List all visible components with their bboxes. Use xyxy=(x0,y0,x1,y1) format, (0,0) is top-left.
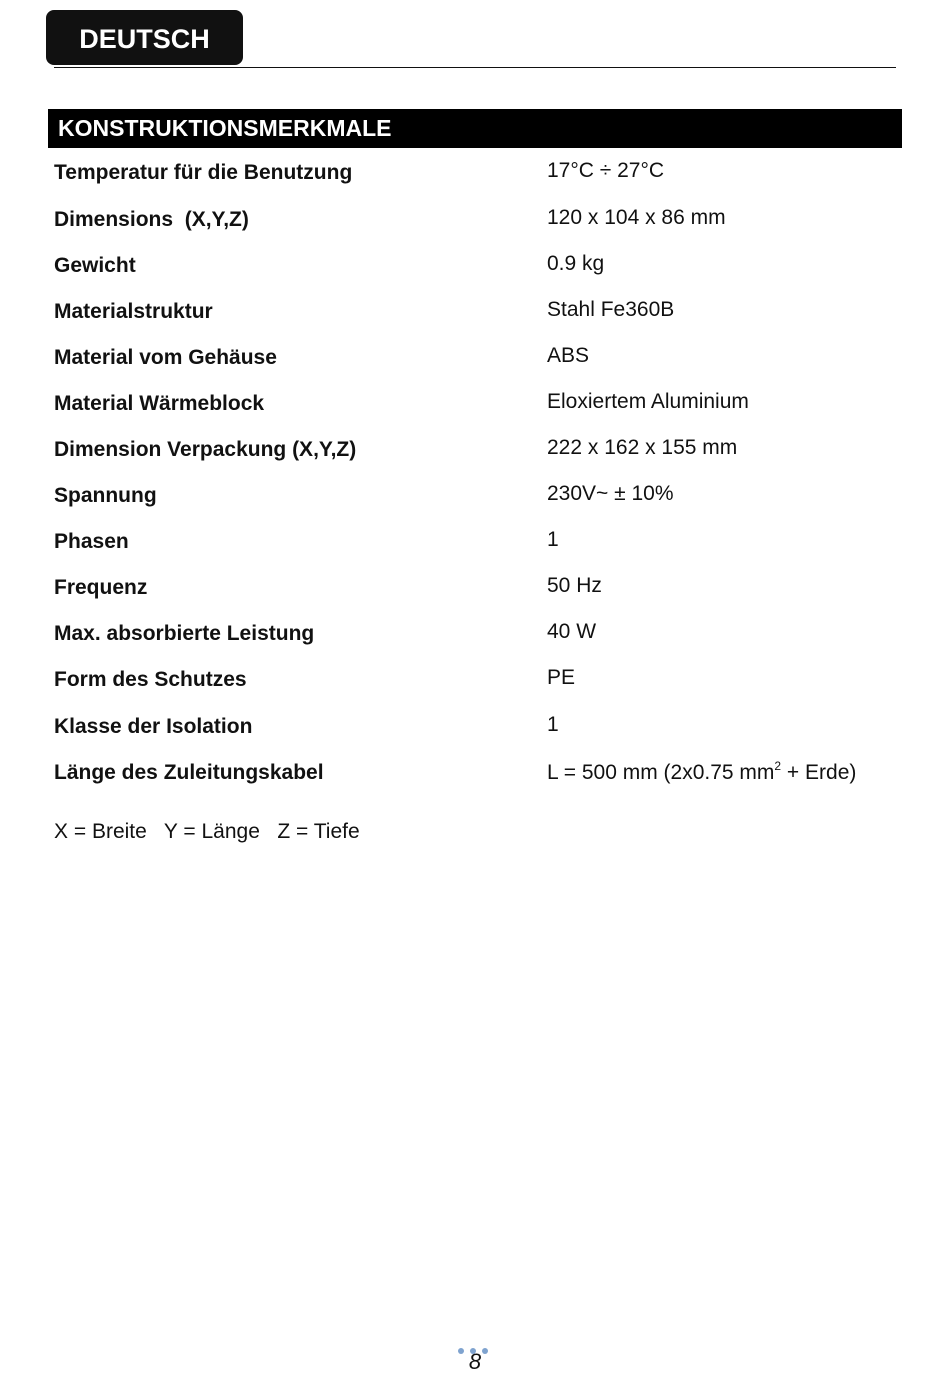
page-dots-ornament xyxy=(458,1341,494,1349)
spec-value: 120 x 104 x 86 mm xyxy=(547,206,726,229)
spec-value-superscript: 2 xyxy=(774,759,782,773)
axis-legend: X = Breite Y = Länge Z = Tiefe xyxy=(54,820,360,843)
spec-row-phases xyxy=(0,530,950,570)
spec-value: 0.9 kg xyxy=(547,252,605,275)
spec-row-housing-material xyxy=(0,346,950,386)
spec-label: Max. absorbierte Leistung xyxy=(54,622,315,645)
spec-value-tail: + Erde) xyxy=(781,761,857,784)
spec-label: Dimensions (X,Y,Z) xyxy=(54,208,249,231)
spec-value: 50 Hz xyxy=(547,574,602,597)
spec-value: ABS xyxy=(547,344,590,367)
spec-value: 17°C ÷ 27°C xyxy=(547,159,665,182)
header-divider xyxy=(54,67,896,68)
spec-value-main: L = 500 mm (2x0.75 mm xyxy=(547,761,775,784)
spec-row-protection-form xyxy=(0,668,950,708)
spec-value: 230V~ ± 10% xyxy=(547,482,674,505)
spec-row-frequency xyxy=(0,576,950,616)
spec-row-dimensions xyxy=(0,208,950,248)
spec-label: Dimension Verpackung (X,Y,Z) xyxy=(54,438,357,461)
spec-row-insulation-class xyxy=(0,715,950,755)
spec-label: Gewicht xyxy=(54,254,136,277)
spec-label: Länge des Zuleitungskabel xyxy=(54,761,324,784)
spec-row-packaging-dimension xyxy=(0,438,950,478)
spec-label: Klasse der Isolation xyxy=(54,715,253,738)
spec-value: Eloxiertem Aluminium xyxy=(547,390,749,413)
spec-label: Frequenz xyxy=(54,576,148,599)
spec-label: Form des Schutzes xyxy=(54,668,247,691)
spec-value: 1 xyxy=(547,713,559,736)
spec-label: Material vom Gehäuse xyxy=(54,346,277,369)
spec-value: 40 W xyxy=(547,620,597,643)
spec-label: Materialstruktur xyxy=(54,300,213,323)
spec-value: 222 x 162 x 155 mm xyxy=(547,436,738,459)
spec-value: 1 xyxy=(547,528,559,551)
spec-label: Phasen xyxy=(54,530,129,553)
spec-value: Stahl Fe360B xyxy=(547,298,675,321)
spec-label: Spannung xyxy=(54,484,157,507)
spec-row-temperature xyxy=(0,161,950,201)
spec-row-cable-length xyxy=(0,761,950,801)
spec-label: Temperatur für die Benutzung xyxy=(54,161,353,184)
spec-row-weight xyxy=(0,254,950,294)
language-tab: DEUTSCH xyxy=(46,10,243,65)
spec-row-max-power xyxy=(0,622,950,662)
section-title: KONSTRUKTIONSMERKMALE xyxy=(48,109,902,148)
spec-value: PE xyxy=(547,666,576,689)
spec-row-voltage xyxy=(0,484,950,524)
spec-label: Material Wärmeblock xyxy=(54,392,265,415)
page-number: 8 xyxy=(468,1349,482,1374)
spec-row-heat-block-material xyxy=(0,392,950,432)
spec-row-material-structure xyxy=(0,300,950,340)
spec-value xyxy=(547,759,856,785)
